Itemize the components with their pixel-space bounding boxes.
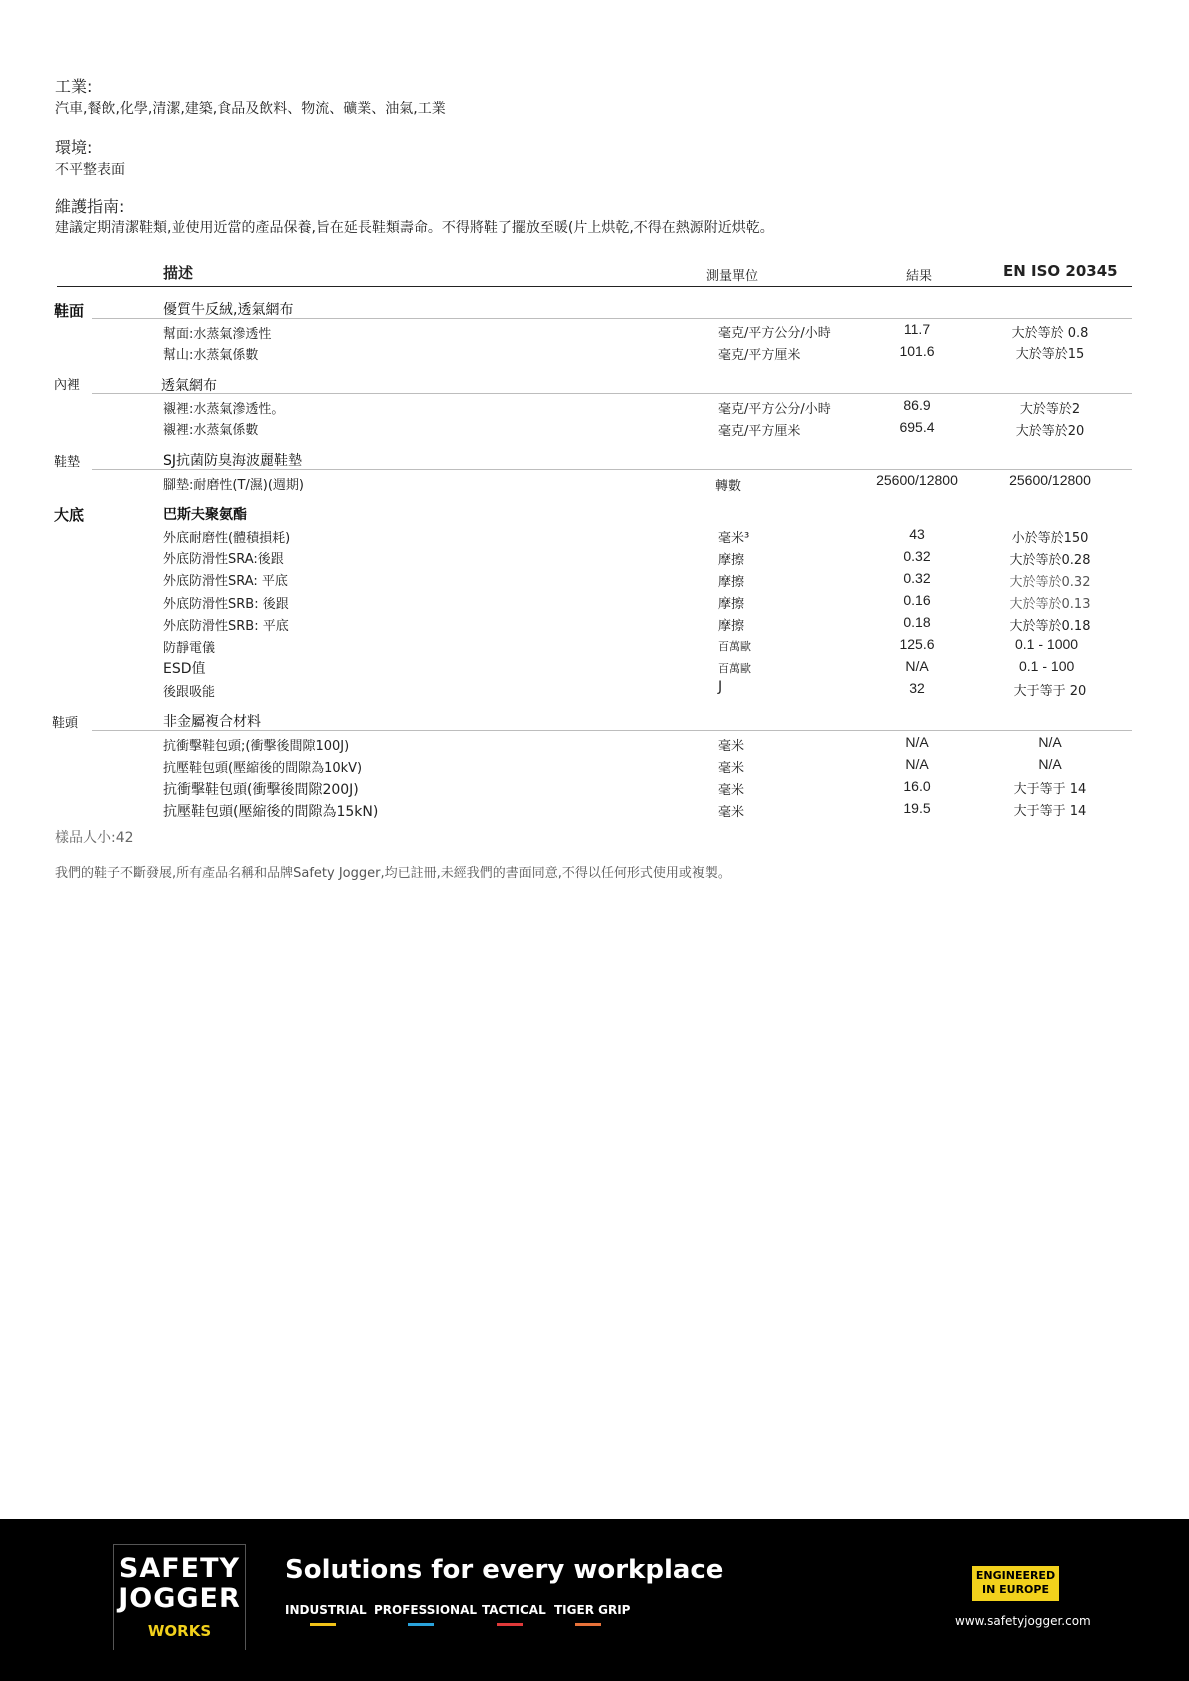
environment-title: 環境: (55, 138, 93, 157)
row-desc: 抗衝擊鞋包頭;(衝擊後間隙100J) (163, 739, 350, 754)
industry-text: 汽車,餐飲,化學,清潔,建築,食品及飲料、物流、礦業、油氣,工業 (55, 101, 446, 117)
header-description: 描述 (163, 264, 194, 282)
header-unit: 測量單位 (706, 269, 759, 284)
row-unit: 百萬歐 (718, 662, 751, 675)
disclaimer: 我們的鞋子不斷發展,所有產品名稱和品牌Safety Jogger,均已註冊,未經我們的書面同意,不得以任何形式使用或複製。 (55, 866, 731, 881)
row-unit: 百萬歐 (718, 640, 751, 653)
material-outsole: 巴斯夫聚氨酯 (163, 507, 247, 523)
brand-tiger-grip[interactable]: TIGER GRIP (554, 1603, 631, 1617)
header-divider (57, 286, 1132, 287)
row-result: 11.7 (903, 321, 931, 337)
row-result: 0.16 (903, 592, 931, 608)
category-outsole: 大底 (54, 506, 85, 524)
row-desc: 襯裡:水蒸氣係數 (163, 423, 259, 438)
tagline: Solutions for every workplace (285, 1555, 724, 1585)
row-desc: 襯裡:水蒸氣滲透性。 (163, 402, 285, 417)
row-result: N/A (905, 756, 929, 772)
row-unit: 毫米³ (718, 531, 750, 546)
row-desc: 抗壓鞋包頭(壓縮後的間隙為10kV) (163, 761, 363, 776)
brand-professional[interactable]: PROFESSIONAL (374, 1603, 478, 1617)
environment-text: 不平整表面 (55, 162, 125, 178)
material-lining: 透氣網布 (161, 378, 217, 394)
logo-line-2: JOGGER (118, 1583, 241, 1614)
row-result: 0.32 (903, 548, 931, 564)
row-desc: 幫面:水蒸氣滲透性 (163, 327, 272, 342)
logo-works: WORKS (147, 1622, 212, 1640)
row-standard: 大於等於0.13 (1009, 597, 1091, 612)
row-unit: 毫克/平方公分/小時 (718, 326, 831, 341)
row-standard: 小於等於150 (1011, 531, 1089, 546)
row-unit: 摩擦 (718, 553, 745, 568)
brand-underline (408, 1623, 434, 1626)
row-unit: 毫米 (718, 761, 745, 776)
row-unit: 摩擦 (718, 575, 745, 590)
row-standard: 大於等於0.28 (1009, 553, 1091, 568)
row-desc: 防靜電儀 (163, 641, 216, 656)
row-result: 25600/12800 (876, 472, 958, 488)
row-unit: 毫克/平方厘米 (718, 348, 801, 363)
material-insole: SJ抗菌防臭海波麗鞋墊 (163, 453, 303, 469)
row-result: 101.6 (899, 343, 935, 359)
row-result: N/A (905, 734, 929, 750)
row-standard: N/A (1038, 734, 1062, 750)
section-divider (92, 730, 1132, 731)
brand-underline (310, 1623, 336, 1626)
row-standard: 大於等於2 (1019, 402, 1081, 417)
category-upper: 鞋面 (54, 302, 85, 320)
section-divider (92, 318, 1132, 319)
row-standard: 0.1 - 1000 (1015, 636, 1079, 652)
row-result: 19.5 (903, 800, 931, 816)
header-result: 結果 (906, 269, 933, 284)
brand-tactical[interactable]: TACTICAL (482, 1603, 546, 1617)
row-standard: 大于等于 14 (1013, 804, 1087, 819)
row-standard: 25600/12800 (1009, 472, 1091, 488)
row-desc: 抗壓鞋包頭(壓縮後的間隙為15kN) (163, 804, 379, 820)
row-desc: 外底防滑性SRB: 平底 (163, 619, 289, 634)
safety-jogger-logo[interactable] (113, 1544, 246, 1650)
row-unit: 毫克/平方厘米 (718, 424, 801, 439)
row-result: 0.18 (903, 614, 931, 630)
brand-underline (575, 1623, 601, 1626)
care-text: 建議定期清潔鞋類,並使用近當的產品保養,旨在延長鞋類壽命。不得將鞋了擺放至暖(片上烘乾,不得在熱源附近烘乾。 (55, 220, 774, 236)
row-standard: 大於等於15 (1015, 347, 1085, 362)
row-standard: N/A (1038, 756, 1062, 772)
category-toecap: 鞋頭 (52, 716, 79, 731)
row-desc: 外底耐磨性(體積損耗) (163, 531, 291, 546)
row-standard: 大于等于 20 (1013, 684, 1087, 699)
row-result: 86.9 (903, 397, 931, 413)
row-result: 0.32 (903, 570, 931, 586)
material-upper: 優質牛反絨,透氣網布 (163, 302, 294, 318)
row-result: 16.0 (903, 778, 931, 794)
row-result: 43 (909, 526, 925, 542)
row-standard: 大於等於0.18 (1009, 619, 1091, 634)
row-standard: 大於等於 0.8 (1011, 326, 1089, 341)
row-unit: 轉數 (715, 479, 742, 494)
badge-line-2: IN EUROPE (982, 1583, 1049, 1596)
industry-title: 工業: (55, 77, 93, 96)
row-unit: 毫米 (718, 805, 745, 820)
row-desc: 幫山:水蒸氣係數 (163, 348, 259, 363)
row-desc: 後跟吸能 (163, 685, 216, 700)
header-standard: EN ISO 20345 (1003, 262, 1118, 280)
category-insole: 鞋墊 (54, 455, 81, 470)
row-standard: 大於等於0.32 (1009, 575, 1091, 590)
row-unit: 毫米 (718, 783, 745, 798)
row-unit: 摩擦 (718, 597, 745, 612)
row-unit: 毫克/平方公分/小時 (718, 402, 831, 417)
badge-line-1: ENGINEERED (975, 1569, 1056, 1582)
material-toecap: 非金屬複合材料 (163, 714, 261, 730)
row-desc: 外底防滑性SRA:後跟 (163, 552, 284, 567)
brand-underline (497, 1623, 523, 1626)
row-desc: 外底防滑性SRB: 後跟 (163, 597, 289, 612)
row-desc: 外底防滑性SRA: 平底 (163, 574, 288, 589)
brand-industrial[interactable]: INDUSTRIAL (285, 1603, 367, 1617)
logo-line-1: SAFETY (118, 1553, 241, 1584)
row-standard: 大于等于 14 (1013, 782, 1087, 797)
row-standard: 0.1 - 100 (1019, 658, 1075, 674)
category-lining: 內裡 (54, 378, 81, 393)
row-result: N/A (905, 658, 929, 674)
section-divider (92, 393, 1132, 394)
row-result: 695.4 (899, 419, 935, 435)
row-unit: J (718, 679, 723, 695)
care-title: 維護指南: (55, 197, 125, 216)
row-unit: 摩擦 (718, 619, 745, 634)
row-desc: ESD值 (163, 661, 206, 677)
row-desc: 抗衝擊鞋包頭(衝擊後間隙200J) (163, 782, 359, 798)
row-unit: 毫米 (718, 739, 745, 754)
sample-size: 樣品人小:42 (55, 830, 134, 846)
row-desc: 腳墊:耐磨性(T/濕)(週期) (163, 478, 304, 493)
section-divider (92, 469, 1132, 470)
engineered-in-europe-badge (972, 1566, 1059, 1601)
row-result: 125.6 (899, 636, 935, 652)
footer (0, 1519, 1189, 1681)
row-standard: 大於等於20 (1015, 424, 1085, 439)
row-result: 32 (909, 680, 925, 696)
website-link[interactable]: www.safetyjogger.com (955, 1614, 1091, 1628)
